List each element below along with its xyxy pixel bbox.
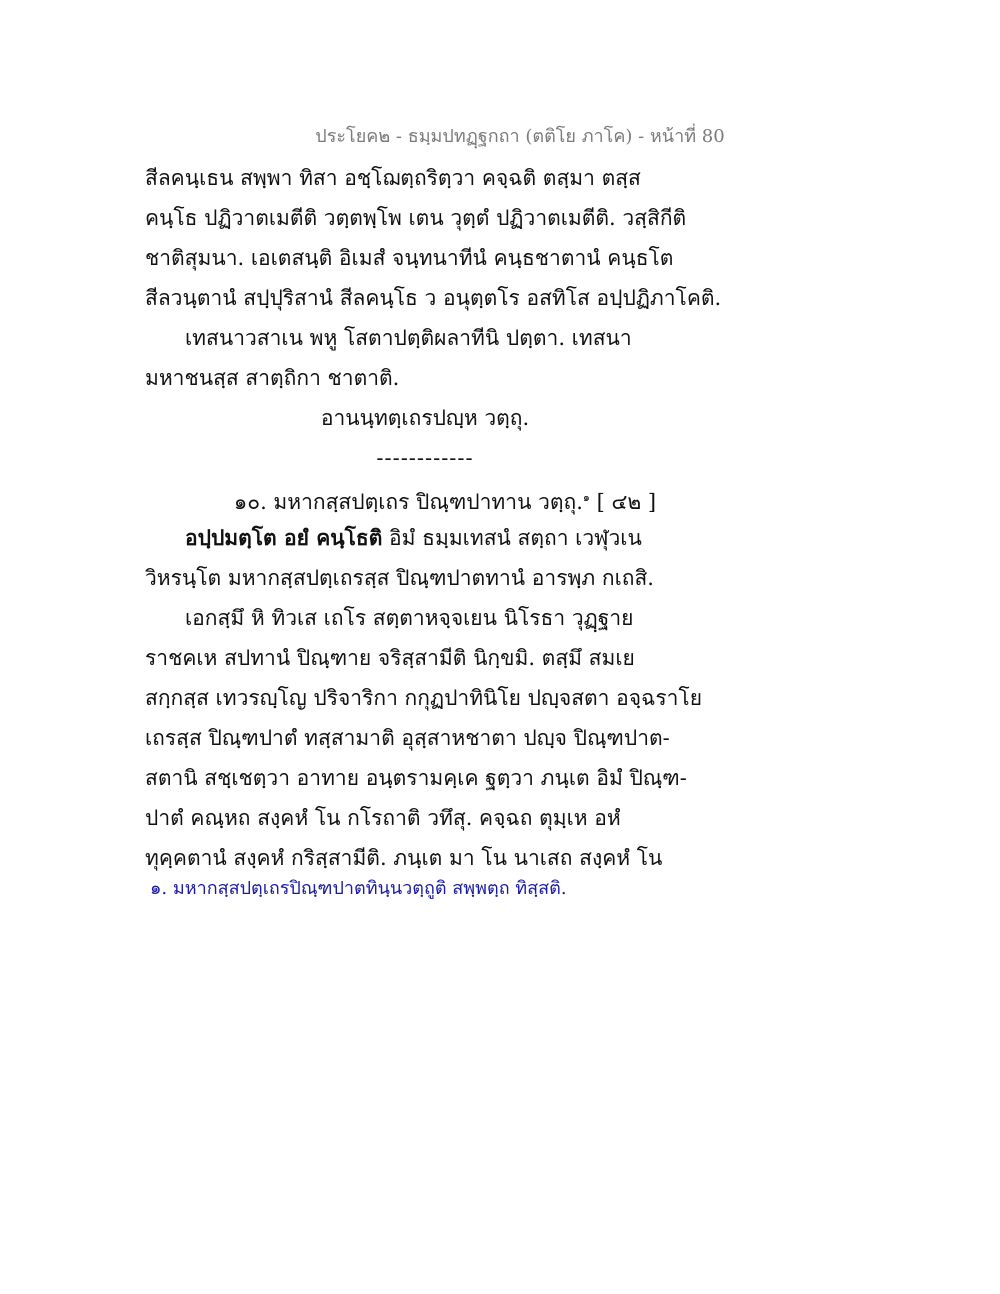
story-closing-title: อานนฺทตฺเถรปญฺห วตฺถุ. bbox=[320, 406, 530, 430]
text-line: วิหรนฺโต มหากสฺสปตฺเถรสฺส ปิณฺฑปาตทานํ อารพฺภ กเถสิ. bbox=[145, 566, 654, 590]
text-line: เอกสฺมึ หิ ทิวเส เถโร สตฺตาหจฺจเยน นิโรธา วุฏฺฐาย bbox=[185, 606, 634, 630]
page-header: ประโยค๒ - ธมฺมปทฏฺฐกถา (ตติโย ภาโค) - หน้าที่ 80 bbox=[315, 126, 725, 147]
footnote-marker: ๑ bbox=[582, 491, 590, 504]
text-line: สีลคนฺเธน สพฺพา ทิสา อชฺโฌตฺถริตฺวา คจฺฉติ ตสฺมา ตสฺส bbox=[145, 166, 641, 190]
story-title-text: ๑๐. มหากสฺสปตฺเถร ปิณฺฑปาทาน วตฺถุ. bbox=[233, 490, 583, 514]
footnote: ๑. มหากสฺสปตฺเถรปิณฺฑปาตทินฺนวตฺถูติ สพฺพตฺถ ทิสฺสติ. bbox=[150, 878, 567, 899]
text-line: เถรสฺส ปิณฺฑปาตํ ทสฺสามาติ อุสฺสาหชาตา ปญฺจ ปิณฺฑปาต- bbox=[145, 726, 670, 750]
verse-line bbox=[145, 518, 705, 558]
text-line: ปาตํ คณฺหถ สงฺคหํ โน กโรถาติ วทึสุ. คจฺฉถ ตุมฺเห อหํ bbox=[145, 806, 621, 830]
section-separator: ------------ bbox=[376, 446, 474, 470]
text-line: มหาชนสฺส สาตฺถิกา ชาตาติ. bbox=[145, 366, 400, 390]
page-body bbox=[145, 158, 722, 878]
text-line: เทสนาวสาเน พหู โสตาปตฺติผลาทีนิ ปตฺตา. เทสนา bbox=[185, 326, 632, 350]
text-line: ชาติสุมนา. เอเตสนฺติ อิเมสํ จนฺทนาทีนํ คนฺธชาตานํ คนฺธโต bbox=[145, 246, 674, 270]
text-line: ราชคเห สปทานํ ปิณฺฑาย จริสฺสามีติ นิกฺขมิ. ตสฺมึ สมเย bbox=[145, 646, 635, 670]
text-line: ทุคฺคตานํ สงฺคหํ กริสฺสามีติ. ภนฺเต มา โน นาเสถ สงฺคหํ โน bbox=[145, 846, 663, 870]
text-line: สีลวนฺตานํ สปฺปุริสานํ สีลคนฺโธ ว อนุตฺตโร อสทิโส อปฺปฏิภาโคติ. bbox=[145, 286, 722, 310]
story-title bbox=[145, 478, 705, 518]
verse-line-rest: อิมํ ธมฺมเทสนํ สตฺถา เวฬุวเน bbox=[382, 526, 642, 550]
text-line: สตานิ สชฺเชตฺวา อาทาย อนฺตรามคฺเค ฐตฺวา ภนฺเต อิมํ ปิณฺฑ- bbox=[145, 766, 687, 790]
verse-quote: อปฺปมตฺโต อยํ คนฺโธติ bbox=[185, 525, 383, 550]
story-reference: [ ๔๒ ] bbox=[596, 490, 657, 514]
text-line: สกฺกสฺส เทวรญฺโญ ปริจาริกา กกุฏปาทินิโย ปญฺจสตา อจฺฉราโย bbox=[145, 686, 702, 710]
text-line: คนฺโธ ปฏิวาตเมตีติ วตฺตพฺโพ เตน วุตฺตํ ปฏิวาตเมตีติ. วสฺสิกีติ bbox=[145, 206, 687, 230]
